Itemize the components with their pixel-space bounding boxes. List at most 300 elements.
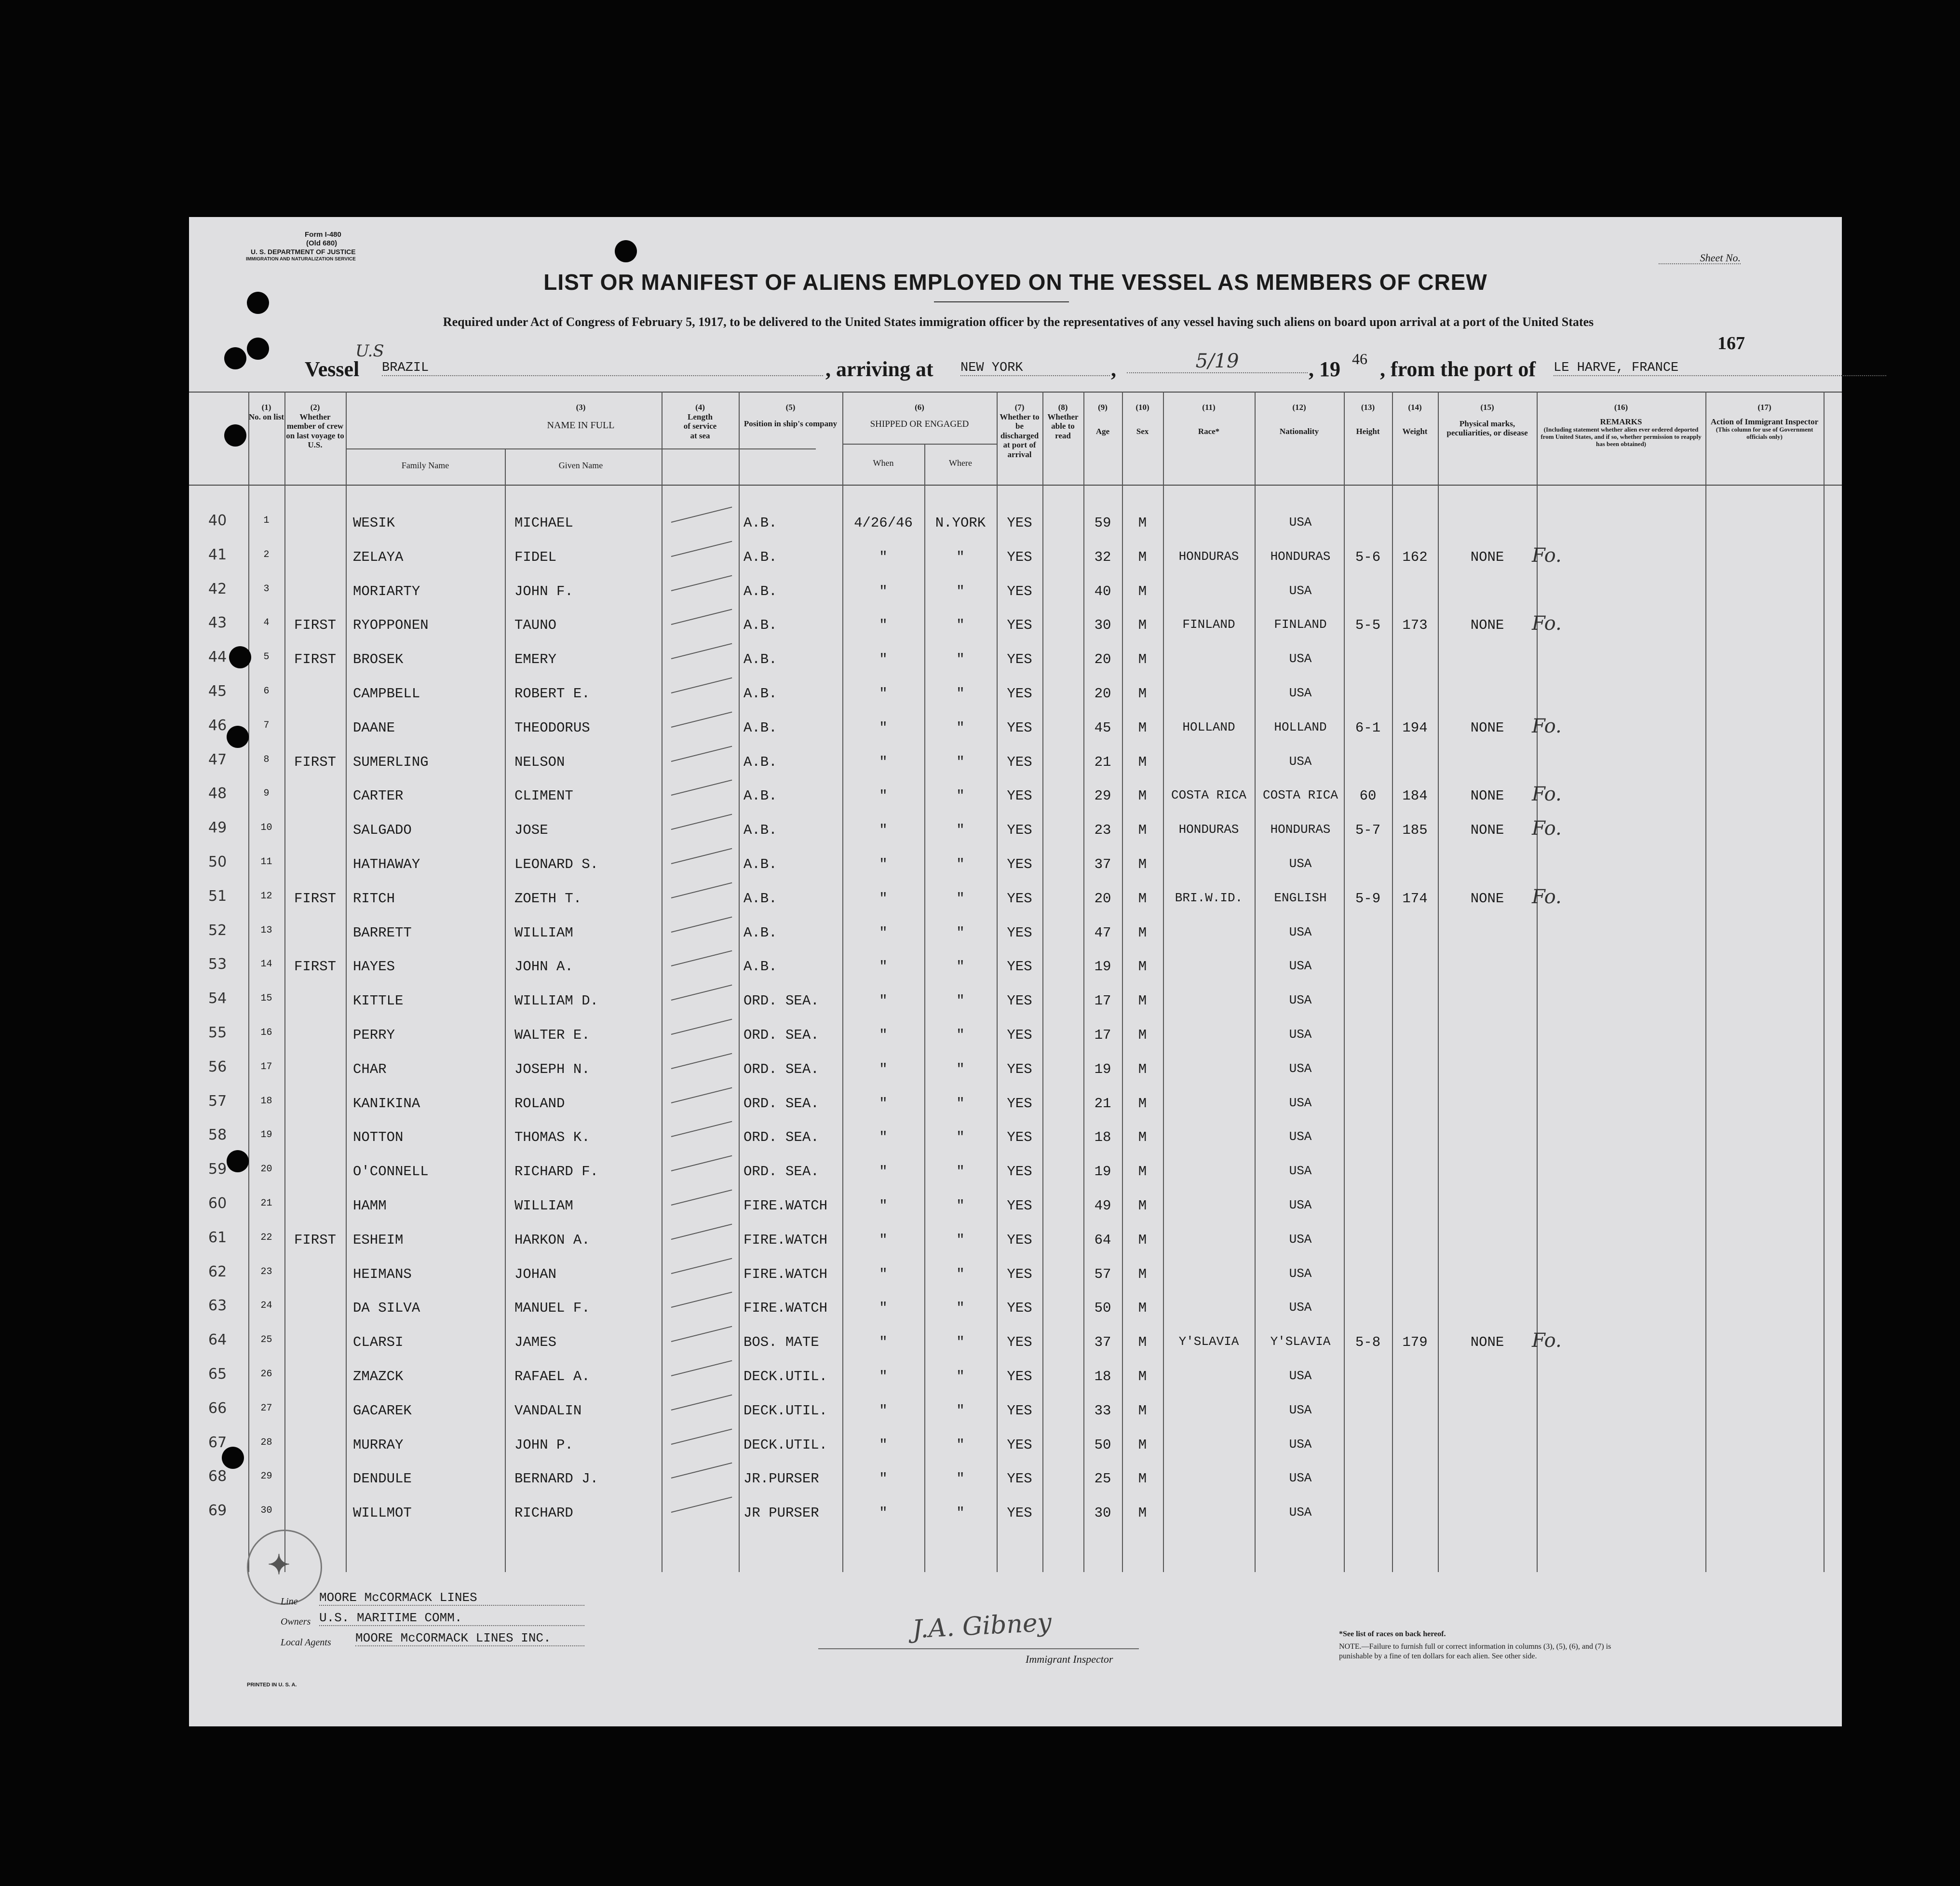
cell-when: "	[879, 822, 888, 839]
name-subrule	[346, 448, 816, 449]
cell-discharged: YES	[1007, 1129, 1032, 1146]
cell-discharged: YES	[1007, 924, 1032, 941]
cell-family: CARTER	[353, 788, 404, 804]
cell-discharged: YES	[1007, 1334, 1032, 1351]
column-rule	[997, 392, 998, 1572]
cell-age: 25	[1094, 1471, 1111, 1487]
cell-when: "	[879, 549, 888, 565]
cell-where: "	[956, 1300, 965, 1316]
cell-age: 45	[1094, 719, 1111, 736]
cell-height: 5-9	[1355, 890, 1381, 907]
cell-discharged: YES	[1007, 1505, 1032, 1521]
cell-given: JOHN A.	[514, 959, 573, 975]
cell-given: BERNARD J.	[514, 1471, 599, 1487]
col5-num: (5)	[785, 403, 796, 412]
cell-race: FINLAND	[1182, 617, 1235, 632]
cell-when: 4/26/46	[854, 515, 913, 531]
cell-given: RICHARD F.	[514, 1164, 599, 1180]
service-tick-mark	[671, 1463, 732, 1479]
inspector-label: Immigrant Inspector	[1026, 1653, 1113, 1665]
service-tick-mark	[671, 1121, 732, 1137]
service-tick-mark	[671, 1155, 732, 1171]
cell-given: ROBERT E.	[514, 686, 590, 702]
cell-age: 19	[1094, 959, 1111, 975]
cell-discharged: YES	[1007, 515, 1032, 531]
binder-hole	[247, 292, 269, 314]
cell-discharged: YES	[1007, 754, 1032, 770]
service-tick-mark	[671, 678, 732, 693]
service-tick-mark	[671, 1087, 732, 1103]
column-rule	[1344, 392, 1345, 1572]
col6-label: SHIPPED OR ENGAGED	[870, 419, 969, 429]
line-number: 41	[208, 546, 227, 563]
cell-sex: M	[1138, 822, 1147, 839]
cell-age: 18	[1094, 1129, 1111, 1146]
cell-age: 21	[1094, 1095, 1111, 1112]
cell-position: A.B.	[743, 754, 777, 770]
cell-nationality: USA	[1289, 1164, 1312, 1179]
col12-num: (12)	[1292, 403, 1306, 412]
line-number: 64	[208, 1331, 227, 1349]
form-number: Form I-480	[305, 231, 341, 239]
binder-hole	[227, 1150, 249, 1172]
column-rule	[1042, 392, 1043, 1572]
cell-sex: M	[1138, 1027, 1147, 1043]
col8-label: Whether able to read	[1047, 412, 1079, 440]
cell-when: "	[879, 1402, 888, 1419]
service-tick-mark	[671, 507, 732, 523]
cell-given: LEONARD S.	[514, 856, 599, 872]
cell-family: CHAR	[353, 1061, 387, 1077]
col10-header	[1122, 403, 1163, 436]
cell-where: "	[956, 1437, 965, 1453]
service-tick-mark	[671, 1223, 732, 1239]
cell-first: FIRST	[294, 651, 336, 668]
cell-discharged: YES	[1007, 1232, 1032, 1248]
cell-no: 26	[260, 1369, 272, 1380]
cell-sex: M	[1138, 1437, 1147, 1453]
cell-no: 22	[260, 1232, 272, 1243]
cell-where: "	[956, 583, 965, 599]
cell-discharged: YES	[1007, 959, 1032, 975]
cell-where: "	[956, 1471, 965, 1487]
col14-header	[1392, 403, 1438, 436]
cell-sex: M	[1138, 1402, 1147, 1419]
cell-age: 50	[1094, 1437, 1111, 1453]
cell-where: "	[956, 856, 965, 872]
cell-age: 57	[1094, 1266, 1111, 1282]
col13-header	[1344, 403, 1392, 436]
cell-position: ORD. SEA.	[743, 993, 819, 1009]
cell-nationality: USA	[1289, 651, 1312, 666]
cell-where: "	[956, 1334, 965, 1351]
cell-given: JOHN P.	[514, 1437, 573, 1453]
cell-sex: M	[1138, 1232, 1147, 1248]
col9-header	[1083, 403, 1122, 436]
col12-label: Nationality	[1279, 426, 1319, 436]
cell-sex: M	[1138, 1266, 1147, 1282]
line-number: 47	[208, 751, 227, 768]
cell-age: 20	[1094, 651, 1111, 668]
cell-position: DECK.UTIL.	[743, 1437, 828, 1453]
cell-discharged: YES	[1007, 583, 1032, 599]
cell-age: 49	[1094, 1198, 1111, 1214]
when-header: When	[873, 458, 894, 468]
col7-label: Whether to be discharged at port of arrival	[1000, 412, 1040, 459]
cell-given: CLIMENT	[514, 788, 573, 804]
cell-given: THEODORUS	[514, 719, 590, 736]
column-rule	[284, 392, 285, 1572]
service-tick-mark	[671, 1053, 732, 1069]
cell-position: A.B.	[743, 549, 777, 565]
col4-num: (4)	[695, 403, 705, 412]
cell-when: "	[879, 1198, 888, 1214]
cell-sex: M	[1138, 1164, 1147, 1180]
col1-header	[248, 403, 284, 421]
cell-age: 19	[1094, 1164, 1111, 1180]
cell-age: 20	[1094, 890, 1111, 907]
cell-age: 30	[1094, 617, 1111, 634]
races-note: *See list of races on back hereof.	[1339, 1630, 1446, 1638]
signature-line	[818, 1648, 1139, 1649]
service-tick-mark	[671, 1428, 732, 1444]
cell-given: MICHAEL	[514, 515, 573, 531]
cell-where: "	[956, 822, 965, 839]
cell-where: "	[956, 1164, 965, 1180]
cell-no: 30	[260, 1505, 272, 1517]
inspector-signature: J.A. Gibney	[911, 1608, 1053, 1644]
cell-race: BRI.W.ID.	[1175, 890, 1243, 905]
line-number: 50	[208, 854, 227, 870]
col16-header	[1537, 403, 1705, 448]
cell-family: DAANE	[353, 719, 395, 736]
cell-race: Y'SLAVIA	[1178, 1334, 1239, 1349]
service-tick-mark	[671, 541, 732, 556]
cell-given: ZOETH T.	[514, 890, 582, 907]
cell-sex: M	[1138, 583, 1147, 599]
column-rule	[739, 392, 740, 1572]
cell-no: 25	[260, 1334, 272, 1346]
cell-position: A.B.	[743, 924, 777, 941]
cell-family: WILLMOT	[353, 1505, 412, 1521]
cell-when: "	[879, 583, 888, 599]
cell-family: NOTTON	[353, 1129, 404, 1146]
arriving-port: NEW YORK	[960, 361, 1110, 376]
cell-sex: M	[1138, 1471, 1147, 1487]
col16-label: REMARKS	[1600, 417, 1642, 426]
col4-label: Length of service at sea	[683, 412, 717, 440]
cell-first: FIRST	[294, 1232, 336, 1248]
cell-family: WESIK	[353, 515, 395, 531]
cell-age: 47	[1094, 924, 1111, 941]
col15-header	[1438, 403, 1537, 438]
line-number: 48	[208, 785, 227, 802]
cell-race: HONDURAS	[1178, 549, 1239, 564]
service-tick-mark	[671, 1394, 732, 1410]
cell-age: 64	[1094, 1232, 1111, 1248]
col15-num: (15)	[1480, 403, 1494, 412]
cell-position: A.B.	[743, 617, 777, 634]
cell-where: "	[956, 1232, 965, 1248]
cell-nationality: HONDURAS	[1270, 549, 1331, 564]
cell-when: "	[879, 1095, 888, 1112]
line-number: 56	[208, 1058, 227, 1075]
cell-when: "	[879, 617, 888, 634]
cell-discharged: YES	[1007, 1164, 1032, 1180]
service-tick-mark	[671, 985, 732, 1001]
cell-where: "	[956, 1505, 965, 1521]
manifest-sheet	[189, 217, 1842, 1726]
col2-num: (2)	[310, 403, 320, 412]
col10-label: Sex	[1136, 426, 1149, 436]
printed-note: PRINTED IN U. S. A.	[247, 1682, 297, 1688]
line-number: 66	[208, 1399, 227, 1417]
table-top-rule	[189, 392, 1842, 393]
cell-age: 30	[1094, 1505, 1111, 1521]
cell-no: 24	[260, 1300, 272, 1312]
cell-position: DECK.UTIL.	[743, 1402, 828, 1419]
cell-where: "	[956, 993, 965, 1009]
cell-nationality: USA	[1289, 1437, 1312, 1452]
cell-height: 5-5	[1355, 617, 1381, 634]
cell-where: "	[956, 1402, 965, 1419]
cell-no: 19	[260, 1129, 272, 1141]
cell-no: 27	[260, 1402, 272, 1414]
cell-position: A.B.	[743, 583, 777, 599]
service: IMMIGRATION AND NATURALIZATION SERVICE	[246, 257, 356, 262]
cell-where: "	[956, 719, 965, 736]
cell-nationality: USA	[1289, 924, 1312, 939]
cell-discharged: YES	[1007, 788, 1032, 804]
line-number: 63	[208, 1297, 227, 1315]
col11-label: Race*	[1198, 426, 1220, 436]
cell-position: ORD. SEA.	[743, 1095, 819, 1112]
binder-hole	[615, 240, 637, 262]
table-header-rule	[189, 485, 1842, 486]
col5-header	[739, 403, 842, 428]
given-name-header: Given Name	[558, 461, 603, 470]
line-number: 65	[208, 1366, 227, 1383]
cell-where: "	[956, 1369, 965, 1384]
cell-age: 23	[1094, 822, 1111, 839]
cell-when: "	[879, 1334, 888, 1351]
cell-marks: NONE	[1470, 617, 1504, 634]
cell-weight: 173	[1402, 617, 1428, 634]
service-tick-mark	[671, 1497, 732, 1513]
cell-no: 8	[263, 754, 270, 765]
column-rule	[1083, 392, 1084, 1572]
col8-num: (8)	[1058, 403, 1068, 412]
col6-header	[842, 403, 997, 429]
cell-weight: 194	[1402, 719, 1428, 736]
cell-where: "	[956, 890, 965, 907]
cell-nationality: USA	[1289, 1505, 1312, 1520]
cell-given: JOSE	[514, 822, 548, 839]
form-old-number: (Old 680)	[306, 239, 338, 247]
cell-position: A.B.	[743, 822, 777, 839]
cell-weight: 179	[1402, 1334, 1428, 1351]
cell-age: 19	[1094, 1061, 1111, 1077]
cell-given: JAMES	[514, 1334, 557, 1351]
cell-family: DA SILVA	[353, 1300, 420, 1316]
cell-given: JOHAN	[514, 1266, 557, 1282]
column-rule	[1163, 392, 1164, 1572]
cell-family: SALGADO	[353, 822, 412, 839]
line-number: 59	[208, 1161, 227, 1178]
family-name-header: Family Name	[401, 461, 449, 470]
service-tick-mark	[671, 916, 732, 932]
cell-nationality: USA	[1289, 515, 1312, 529]
cell-where: "	[956, 617, 965, 634]
cell-no: 28	[260, 1437, 272, 1448]
cell-when: "	[879, 651, 888, 668]
service-tick-mark	[671, 643, 732, 659]
cell-discharged: YES	[1007, 822, 1032, 839]
cell-where: "	[956, 549, 965, 565]
from-label: , from the port of	[1380, 357, 1536, 381]
cell-where: "	[956, 924, 965, 941]
cell-sex: M	[1138, 651, 1147, 668]
cell-remarks: Fo.	[1532, 885, 1562, 908]
cell-discharged: YES	[1007, 617, 1032, 634]
cell-sex: M	[1138, 924, 1147, 941]
cell-no: 29	[260, 1471, 272, 1482]
cell-where: "	[956, 686, 965, 702]
binder-hole	[224, 347, 246, 369]
cell-nationality: USA	[1289, 1471, 1312, 1486]
cell-family: CAMPBELL	[353, 686, 420, 702]
cell-given: JOHN F.	[514, 583, 573, 599]
column-rule	[1824, 392, 1825, 1572]
cell-where: "	[956, 1027, 965, 1043]
cell-age: 21	[1094, 754, 1111, 770]
cell-given: THOMAS K.	[514, 1129, 590, 1146]
binder-hole	[229, 646, 251, 668]
cell-position: A.B.	[743, 856, 777, 872]
cell-where: "	[956, 1095, 965, 1112]
cell-when: "	[879, 1369, 888, 1384]
cell-sex: M	[1138, 1505, 1147, 1521]
cell-race: HONDURAS	[1178, 822, 1239, 837]
cell-when: "	[879, 1266, 888, 1282]
cell-nationality: USA	[1289, 1232, 1312, 1247]
cell-no: 11	[260, 856, 272, 868]
cell-nationality: COSTA RICA	[1262, 788, 1338, 803]
cell-when: "	[879, 719, 888, 736]
cell-nationality: USA	[1289, 1129, 1312, 1144]
cell-given: FIDEL	[514, 549, 557, 565]
cell-marks: NONE	[1470, 719, 1504, 736]
cell-height: 60	[1359, 788, 1377, 804]
cell-age: 33	[1094, 1402, 1111, 1419]
line-value: MOORE McCORMACK LINES	[319, 1590, 584, 1606]
service-tick-mark	[671, 814, 732, 830]
cell-family: BROSEK	[353, 651, 404, 668]
cell-first: FIRST	[294, 959, 336, 975]
cell-nationality: USA	[1289, 1402, 1312, 1417]
cell-given: TAUNO	[514, 617, 557, 634]
agents-label: Local Agents	[281, 1637, 331, 1648]
cell-sex: M	[1138, 754, 1147, 770]
cell-position: A.B.	[743, 959, 777, 975]
where-header: Where	[949, 458, 972, 468]
col11-header	[1163, 403, 1255, 436]
cell-sex: M	[1138, 959, 1147, 975]
service-tick-mark	[671, 1292, 732, 1308]
cell-when: "	[879, 1164, 888, 1180]
cell-when: "	[879, 890, 888, 907]
column-rule	[505, 448, 506, 1572]
cell-remarks: Fo.	[1532, 715, 1562, 737]
cell-given: RICHARD	[514, 1505, 573, 1521]
column-rule	[248, 392, 249, 1572]
column-rule	[1122, 392, 1123, 1572]
cell-discharged: YES	[1007, 1471, 1032, 1487]
cell-no: 23	[260, 1266, 272, 1277]
cell-discharged: YES	[1007, 1095, 1032, 1112]
cell-position: FIRE.WATCH	[743, 1300, 828, 1316]
cell-discharged: YES	[1007, 1027, 1032, 1043]
cell-sex: M	[1138, 1095, 1147, 1112]
line-number: 53	[208, 956, 227, 973]
cell-family: MORIARTY	[353, 583, 420, 599]
service-tick-mark	[671, 609, 732, 625]
line-number: 61	[208, 1229, 227, 1246]
cell-family: HEIMANS	[353, 1266, 412, 1282]
cell-when: "	[879, 959, 888, 975]
service-tick-mark	[671, 1190, 732, 1206]
cell-no: 16	[260, 1027, 272, 1038]
service-tick-mark	[671, 575, 732, 591]
cell-position: BOS. MATE	[743, 1334, 819, 1351]
cell-age: 18	[1094, 1369, 1111, 1384]
col16-num: (16)	[1614, 403, 1628, 412]
cell-no: 10	[260, 822, 272, 834]
from-port: LE HARVE, FRANCE	[1554, 361, 1886, 376]
cell-given: EMERY	[514, 651, 557, 668]
cell-family: KITTLE	[353, 993, 404, 1009]
col3-label: NAME IN FULL	[547, 420, 615, 431]
cell-height: 5-7	[1355, 822, 1381, 839]
cell-marks: NONE	[1470, 822, 1504, 839]
cell-nationality: ENGLISH	[1274, 890, 1327, 905]
cell-family: ESHEIM	[353, 1232, 404, 1248]
cell-family: HAMM	[353, 1198, 387, 1214]
year-prefix: , 19	[1309, 357, 1340, 381]
department: U. S. DEPARTMENT OF JUSTICE	[251, 248, 356, 256]
cell-no: 7	[263, 719, 270, 731]
service-tick-mark	[671, 780, 732, 796]
col8-header	[1042, 403, 1083, 440]
cell-position: FIRE.WATCH	[743, 1232, 828, 1248]
arriving-label: , arriving at	[825, 357, 933, 381]
service-tick-mark	[671, 1326, 732, 1342]
cell-where: "	[956, 1266, 965, 1282]
cell-no: 6	[263, 686, 270, 697]
cell-age: 59	[1094, 515, 1111, 531]
line-number: 42	[208, 580, 227, 597]
col17-note: (This column for use of Government officials only)	[1716, 426, 1813, 441]
col7-num: (7)	[1014, 403, 1025, 412]
cell-where: "	[956, 651, 965, 668]
cell-height: 5-6	[1355, 549, 1381, 565]
cell-when: "	[879, 1232, 888, 1248]
cell-weight: 174	[1402, 890, 1428, 907]
cell-first: FIRST	[294, 617, 336, 634]
cell-nationality: USA	[1289, 993, 1312, 1008]
cell-given: MANUEL F.	[514, 1300, 590, 1316]
cell-remarks: Fo.	[1532, 1330, 1562, 1352]
